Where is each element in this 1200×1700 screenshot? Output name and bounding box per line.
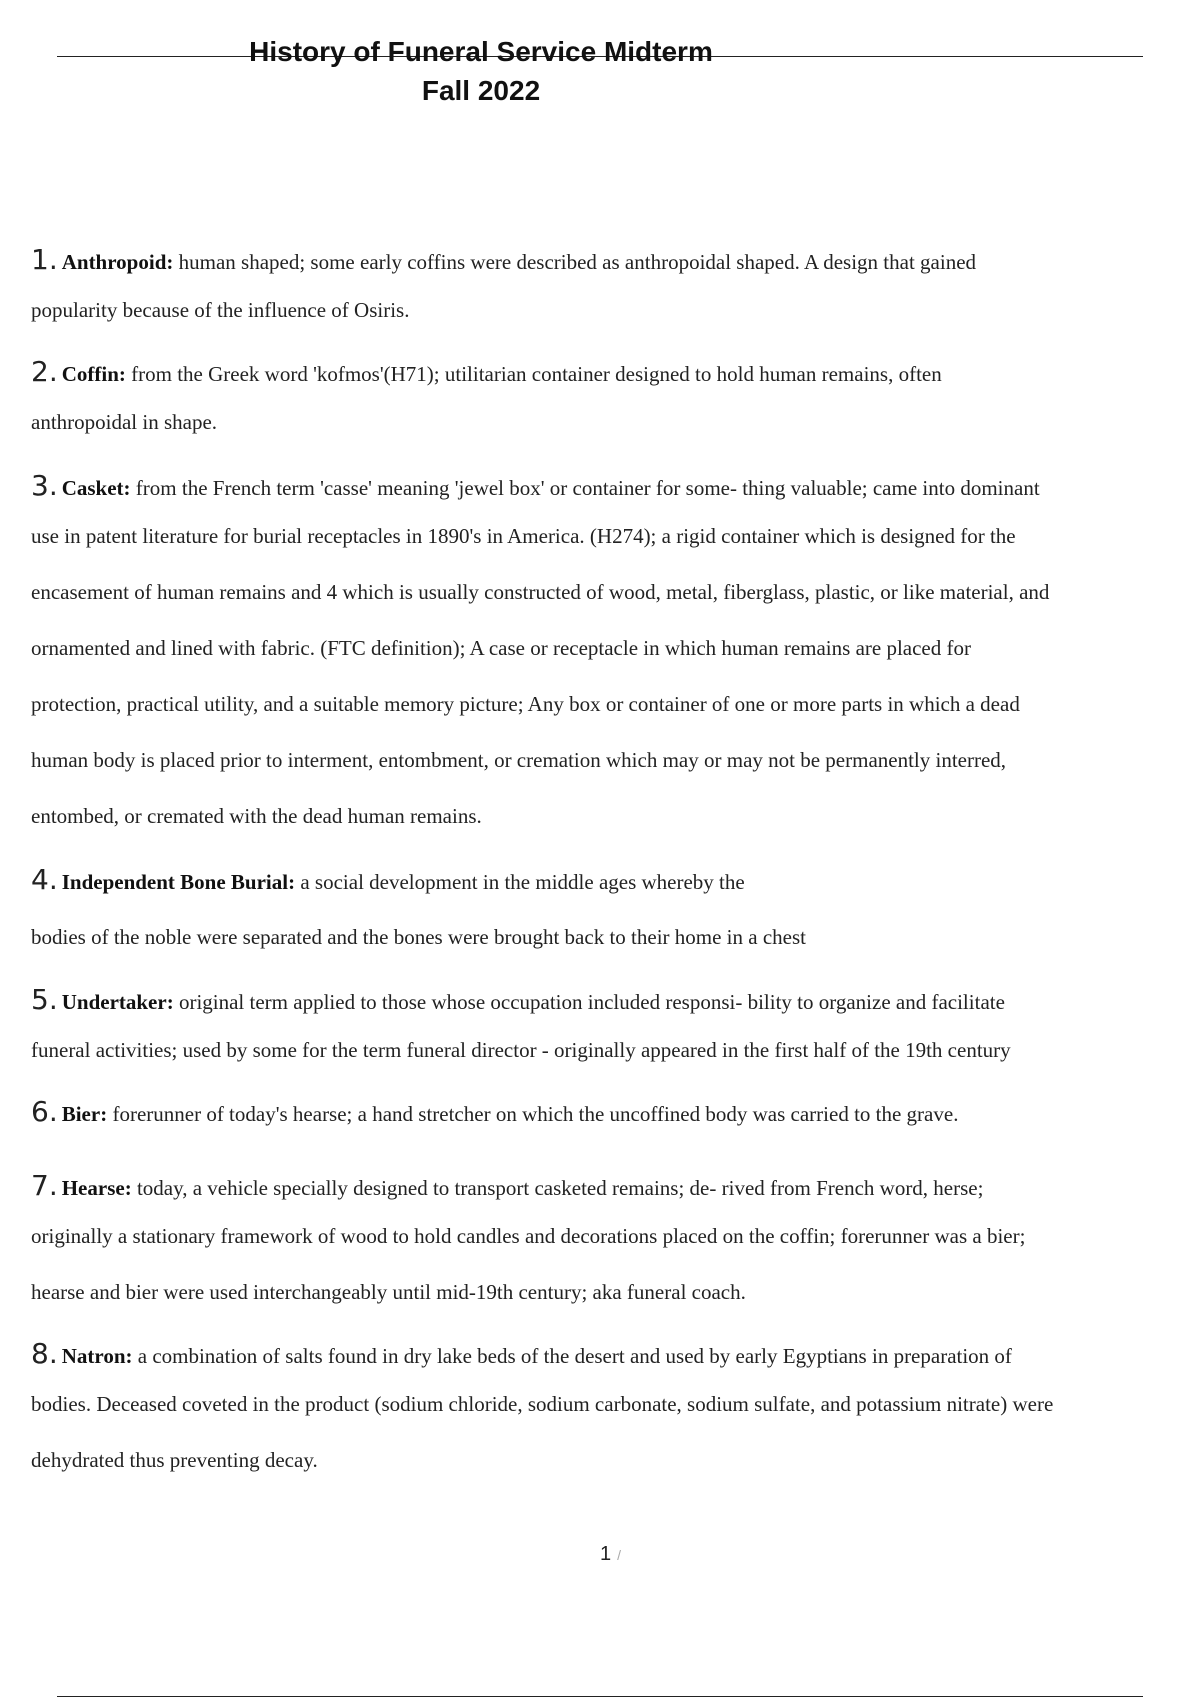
entry-term: Anthropoid: — [61, 250, 174, 274]
glossary-list — [31, 238, 1200, 1488]
entry-line — [31, 350, 1200, 394]
entry-definition: a social development in the middle ages whereby the — [300, 870, 745, 894]
entry-term: Casket: — [61, 476, 131, 500]
entry-term: Independent Bone Burial: — [61, 870, 296, 894]
entry-definition: forerunner of today's hearse; a hand stretcher on which the uncoffined body was carried to the grave. — [112, 1102, 959, 1126]
entry-definition: original term applied to those whose occupation included responsi- bility to organize and facilitate — [178, 990, 1005, 1014]
entry-definition: today, a vehicle specially designed to transport casketed remains; de- rived from French word, herse; — [136, 1176, 984, 1200]
entry-line — [31, 464, 1200, 508]
entry-number: 5. — [31, 983, 58, 1016]
entry-line — [31, 978, 1200, 1022]
entry-line: ornamented and lined with fabric. (FTC definition); A case or receptacle in which human remains are placed for — [31, 636, 971, 660]
entry-definition: human shaped; some early coffins were described as anthropoidal shaped. A design that gained — [178, 250, 977, 274]
entry-term: Undertaker: — [61, 990, 174, 1014]
entry-term: Hearse: — [61, 1176, 132, 1200]
glossary-entry-casket — [31, 464, 1200, 844]
entry-number: 6. — [31, 1095, 58, 1128]
page-number — [600, 1543, 621, 1566]
entry-definition: from the French term 'casse' meaning 'jewel box' or container for some- thing valuable; came into dominant — [135, 476, 1040, 500]
entry-line: use in patent literature for burial receptacles in 1890's in America. (H274); a rigid container which is designed for the — [31, 524, 1016, 548]
entry-line: popularity because of the influence of Osiris. — [31, 298, 410, 322]
entry-line — [31, 858, 1200, 902]
document-title: History of Funeral Service Midterm — [249, 36, 713, 67]
glossary-entry-undertaker — [31, 978, 1200, 1078]
entry-line: encasement of human remains and 4 which is usually constructed of wood, metal, fiberglass, plastic, or like material, and — [31, 580, 1050, 604]
entry-number: 2. — [31, 355, 58, 388]
entry-line: hearse and bier were used interchangeably until mid-19th century; aka funeral coach. — [31, 1280, 746, 1304]
entry-line: originally a stationary framework of wood to hold candles and decorations placed on the coffin; forerunner was a bier; — [31, 1224, 1026, 1248]
page-separator: / — [617, 1547, 622, 1563]
entry-definition: from the Greek word 'kofmos'(H71); utilitarian container designed to hold human remains, often — [131, 362, 942, 386]
entry-line: human body is placed prior to interment, entombment, or cremation which may or may not be permanently interred, — [31, 748, 1007, 772]
entry-definition: a combination of salts found in dry lake beds of the desert and used by early Egyptians in preparation of — [137, 1344, 1012, 1368]
entry-number: 8. — [31, 1337, 58, 1370]
entry-line — [31, 238, 1200, 282]
entry-term: Natron: — [61, 1344, 133, 1368]
entry-line: dehydrated thus preventing decay. — [31, 1448, 318, 1472]
entry-line — [31, 1332, 1200, 1376]
entry-line: anthropoidal in shape. — [31, 410, 218, 434]
entry-line: entombed, or cremated with the dead human remains. — [31, 804, 482, 828]
entry-term: Bier: — [61, 1102, 108, 1126]
entry-term: Coffin: — [61, 362, 126, 386]
entry-line: funeral activities; used by some for the term funeral director - originally appeared in the first half of the 19th century — [31, 1038, 1011, 1062]
entry-line — [31, 1164, 1200, 1208]
glossary-entry-independent-bone-burial — [31, 858, 1200, 972]
glossary-entry-hearse — [31, 1164, 1200, 1320]
entry-number: 3. — [31, 469, 58, 502]
document-subtitle: Fall 2022 — [421, 75, 541, 106]
entry-line: bodies. Deceased coveted in the product (sodium chloride, sodium carbonate, sodium sulfate, and potassium nitrate) were — [31, 1392, 1054, 1416]
entry-number: 4. — [31, 863, 58, 896]
entry-number: 1. — [31, 243, 58, 276]
glossary-entry-bier — [31, 1090, 1200, 1134]
glossary-entry-anthropoid — [31, 238, 1200, 338]
entry-number: 7. — [31, 1169, 58, 1202]
entry-line: bodies of the noble were separated and the bones were brought back to their home in a chest — [31, 925, 806, 949]
page-number-value: 1 — [600, 1543, 612, 1565]
glossary-entry-natron — [31, 1332, 1200, 1488]
footer-rule — [57, 1696, 1143, 1697]
entry-line — [31, 1090, 1200, 1134]
entry-line: protection, practical utility, and a suitable memory picture; Any box or container of one or more parts in which a dead — [31, 692, 1020, 716]
glossary-entry-coffin — [31, 350, 1200, 450]
